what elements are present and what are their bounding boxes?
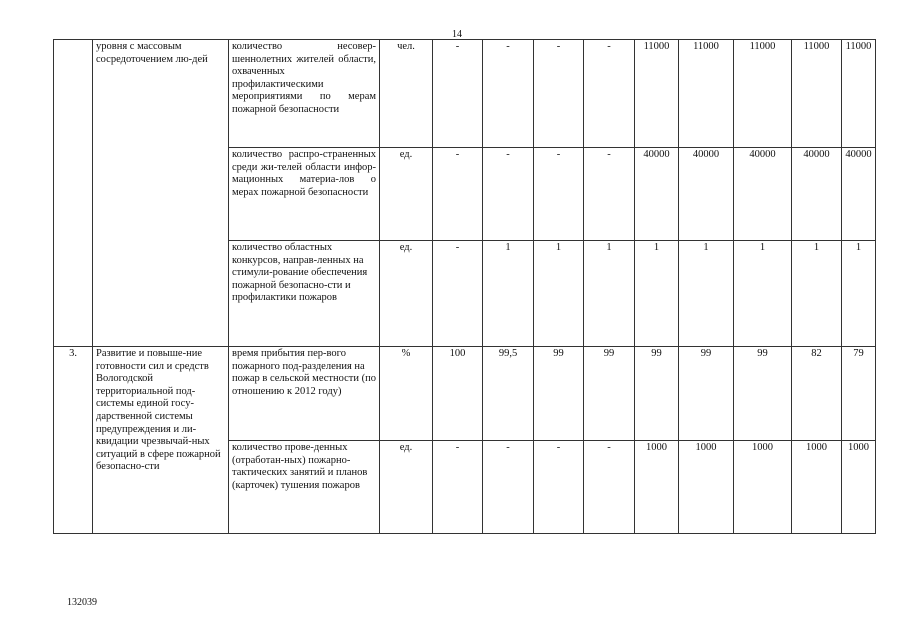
value-cell: 1 xyxy=(679,241,734,347)
value-cell: - xyxy=(483,148,534,241)
page-number: 14 xyxy=(452,29,462,40)
value-cell: - xyxy=(584,441,635,534)
indicator-cell: количество несовер-шеннолетних жителей области, охваченных профилактическими мероприятиями по мерам пожарной безопасности xyxy=(229,40,380,148)
value-cell: - xyxy=(483,441,534,534)
value-cell: 1 xyxy=(792,241,842,347)
value-cell: - xyxy=(584,40,635,148)
value-cell: - xyxy=(433,441,483,534)
indicator-cell: количество областных конкурсов, направ-ленных на стимули-рование обеспечения пожарной безопасно-сти и профилактики пожаров xyxy=(229,241,380,347)
value-cell: 1000 xyxy=(792,441,842,534)
indicator-cell: количество прове-денных (отработан-ных) пожарно-тактических занятий и планов (карточек) тушения пожаров xyxy=(229,441,380,534)
unit-cell: чел. xyxy=(380,40,433,148)
value-cell: 40000 xyxy=(734,148,792,241)
value-cell: 1 xyxy=(842,241,876,347)
value-cell: 40000 xyxy=(842,148,876,241)
value-cell: - xyxy=(534,441,584,534)
value-cell: 1000 xyxy=(635,441,679,534)
indicator-cell: количество распро-страненных среди жи-телей области инфор-мационных материа-лов о мерах пожарной безопасности xyxy=(229,148,380,241)
value-cell: 99,5 xyxy=(483,347,534,441)
row-index-cell xyxy=(54,40,93,347)
indicator-cell: время прибытия пер-вого пожарного под-разделения на пожар в сельской местности (по отношению к 2012 году) xyxy=(229,347,380,441)
value-cell: 11000 xyxy=(792,40,842,148)
value-cell: - xyxy=(584,148,635,241)
indicators-table xyxy=(53,39,876,534)
table-row xyxy=(54,347,876,441)
row-index-cell: 3. xyxy=(54,347,93,534)
unit-cell: % xyxy=(380,347,433,441)
value-cell: - xyxy=(534,40,584,148)
task-cell: уровня с массовым сосредоточением лю-дей xyxy=(93,40,229,347)
value-cell: 99 xyxy=(734,347,792,441)
value-cell: 11000 xyxy=(734,40,792,148)
value-cell: 40000 xyxy=(679,148,734,241)
value-cell: 79 xyxy=(842,347,876,441)
table-row xyxy=(54,40,876,148)
value-cell: - xyxy=(433,241,483,347)
value-cell: 1000 xyxy=(734,441,792,534)
value-cell: 1 xyxy=(483,241,534,347)
value-cell: 11000 xyxy=(679,40,734,148)
unit-cell: ед. xyxy=(380,241,433,347)
value-cell: 1 xyxy=(734,241,792,347)
unit-cell: ед. xyxy=(380,148,433,241)
footer-code: 132039 xyxy=(67,597,97,608)
value-cell: 82 xyxy=(792,347,842,441)
value-cell: - xyxy=(534,148,584,241)
value-cell: 99 xyxy=(534,347,584,441)
value-cell: 99 xyxy=(584,347,635,441)
value-cell: 1 xyxy=(635,241,679,347)
value-cell: 1000 xyxy=(842,441,876,534)
value-cell: - xyxy=(483,40,534,148)
value-cell: 100 xyxy=(433,347,483,441)
value-cell: - xyxy=(433,40,483,148)
value-cell: 1 xyxy=(534,241,584,347)
value-cell: 11000 xyxy=(635,40,679,148)
unit-cell: ед. xyxy=(380,441,433,534)
value-cell: - xyxy=(433,148,483,241)
value-cell: 1 xyxy=(584,241,635,347)
value-cell: 1000 xyxy=(679,441,734,534)
value-cell: 11000 xyxy=(842,40,876,148)
value-cell: 99 xyxy=(635,347,679,441)
value-cell: 40000 xyxy=(635,148,679,241)
value-cell: 99 xyxy=(679,347,734,441)
task-cell: Развитие и повыше-ние готовности сил и средств Вологодской территориальной под-системы единой госу-дарственной системы предупреждения и ли-квидации чрезвычай-ных ситуаций в сфере пожарной безопасно-сти xyxy=(93,347,229,534)
value-cell: 40000 xyxy=(792,148,842,241)
